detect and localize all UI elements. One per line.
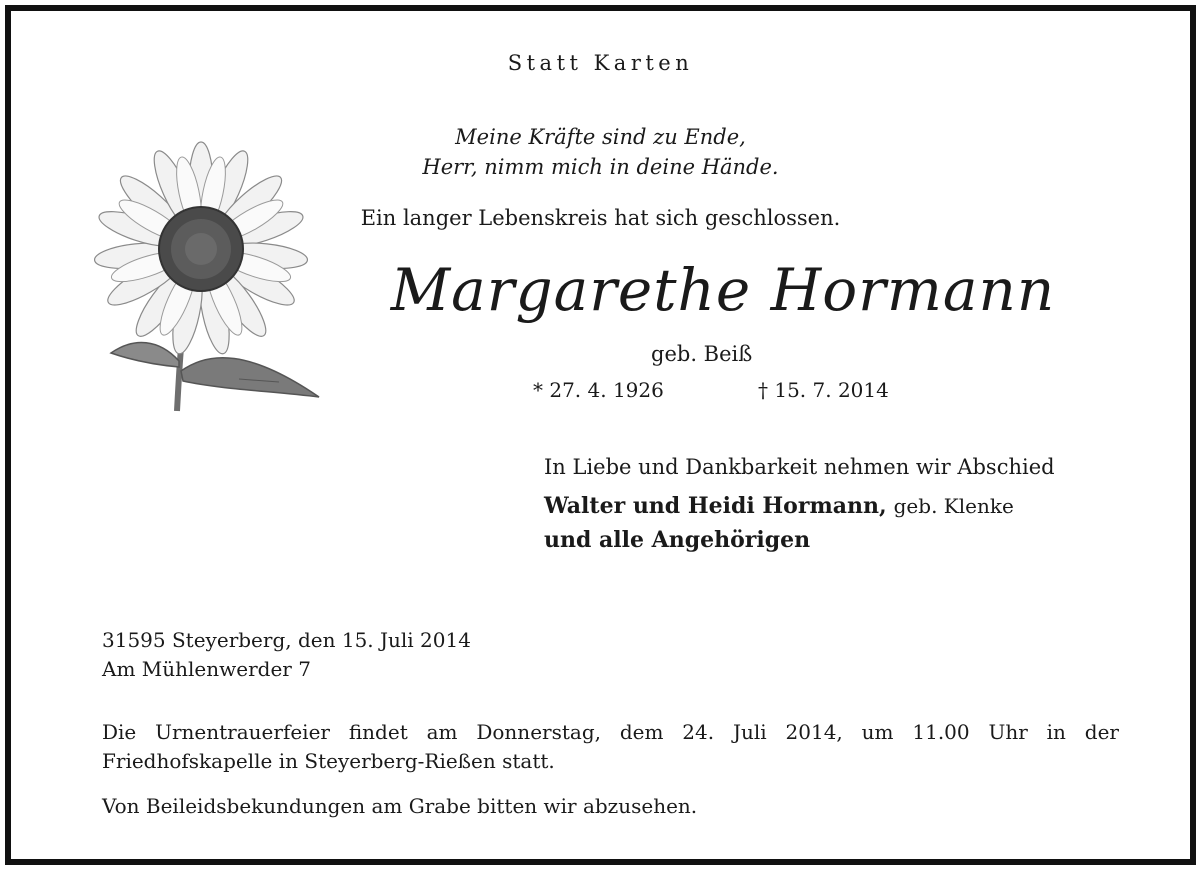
condolence-note: Von Beileidsbekundungen am Grabe bitten wir abzusehen. [102,794,698,818]
mourners-primary-nee: geb. Klenke [893,494,1014,518]
death-date: † 15. 7. 2014 [758,378,889,402]
deceased-name: Margarethe Hormann [390,256,1056,324]
obituary-notice [5,5,1196,865]
birth-date: * 27. 4. 1926 [533,378,664,402]
mourners-primary-names: Walter und Heidi Hormann, [544,493,887,519]
address-line-2: Am Mühlenwerder 7 [102,657,311,681]
sunflower-icon [89,139,329,414]
intro-line: Ein langer Lebenskreis hat sich geschlossen. [360,206,841,230]
farewell-line: In Liebe und Dankbarkeit nehmen wir Abschied [544,455,1055,479]
verse-line-1: Meine Kräfte sind zu Ende, [455,125,746,149]
ceremony-text: Die Urnentrauerfeier findet am Donnerstag, dem 24. Juli 2014, um 11.00 Uhr in der Friedhofskapelle in Steyerberg-Rießen statt. [102,720,1119,773]
maiden-name: geb. Beiß [651,342,753,366]
mourners-primary [544,493,1014,519]
mourners-others: und alle Angehörigen [544,527,811,553]
address-line-1: 31595 Steyerberg, den 15. Juli 2014 [102,628,471,652]
verse-line-2: Herr, nimm mich in deine Hände. [422,155,779,179]
notice-header: Statt Karten [507,51,694,75]
